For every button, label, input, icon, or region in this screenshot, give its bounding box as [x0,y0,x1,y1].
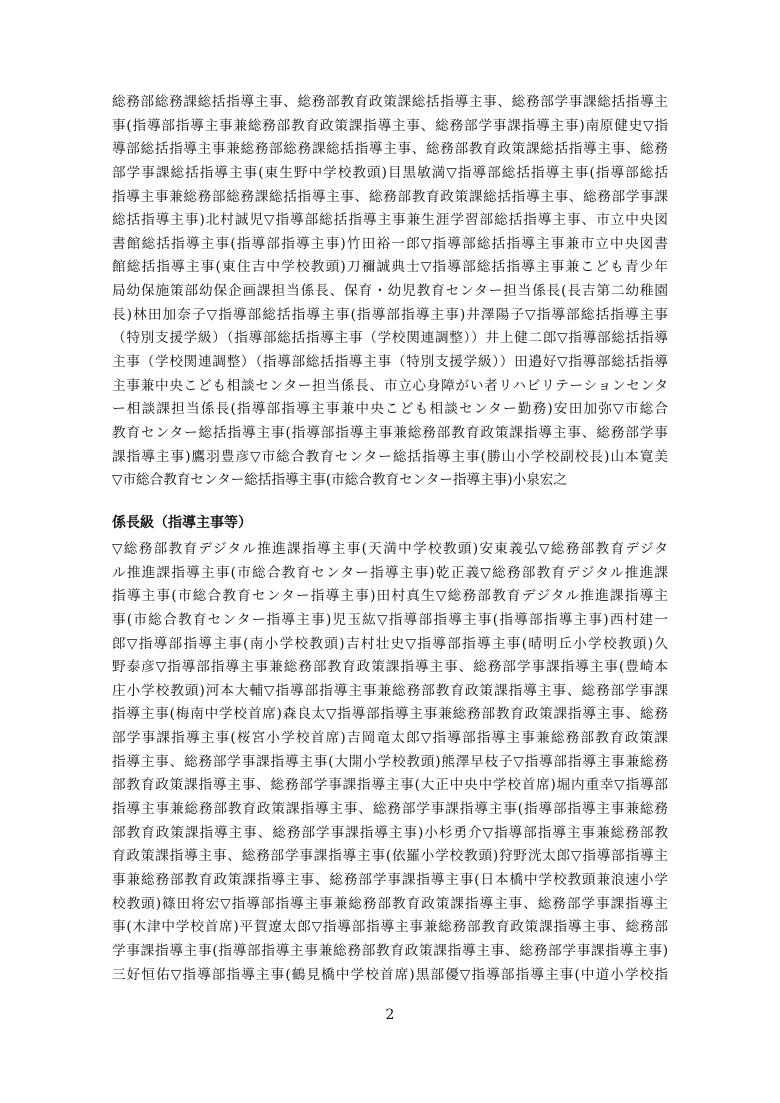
text-line: 学事課指導主事(指導部指導主事兼総務部教育政策課指導主事、総務部学事課指導主事) [112,942,668,959]
page-number: 2 [385,1007,395,1023]
text-line: （特別支援学級）（指導部総括指導主事（学校関連調整））井上健二郎▽指導部総括指導 [112,330,668,347]
text-line: 部教育政策課指導主事、総務部学事課指導主事)小杉勇介▽指導部指導主事兼総務部教 [112,824,668,841]
text-line: 事(市総合教育センター指導主事)児玉紘▽指導部指導主事(指導部指導主事)西村建一 [112,611,668,628]
text-line: 主事（学校関連調整）（指導部総括指導主事（特別支援学級））田邉好▽指導部総括指導 [112,354,668,371]
text-line: 指導主事(市総合教育センター指導主事)田村真生▽総務部教育デジタル推進課指導主 [112,588,668,605]
text-line: 指導主事(梅南中学校首席)森良太▽指導部指導主事兼総務部教育政策課指導主事、総務 [112,706,668,723]
text-line: 課指導主事)鷹羽豊彦▽市総合教育センター総括指導主事(勝山小学校副校長)山本寛美 [112,448,668,465]
text-line: 事(木津中学校首席)平賀遼太郎▽指導部指導主事兼総務部教育政策課指導主事、総務部 [112,919,668,936]
text-line: 部学事課指導主事(桜宮小学校首席)吉岡竜太郎▽指導部指導主事兼総務部教育政策課 [112,730,668,747]
text-line: 指導主事兼総務部総務課総括指導主事、総務部教育政策課総括指導主事、総務部学事課 [112,188,668,205]
text-line: 教育センター総括指導主事(指導部指導主事兼総務部教育政策課指導主事、総務部学事 [112,424,668,441]
text-line: 事兼総務部教育政策課指導主事、総務部学事課指導主事(日本橋中学校教頭兼浪速小学 [112,871,668,888]
text-line: ル推進課指導主事(市総合教育センター指導主事)乾正義▽総務部教育デジタル推進課 [112,564,668,581]
text-line: 書館総括指導主事(指導部指導主事)竹田裕一郎▽指導部総括指導主事兼市立中央図書 [112,235,668,252]
text-line: ▽市総合教育センター総括指導主事(市総合教育センター指導主事)小泉宏之 [112,472,567,489]
text-line: 指導主事、総務部学事課指導主事(大開小学校教頭)熊澤早枝子▽指導部指導主事兼総務 [112,753,668,770]
text-line: 長)林田加奈子▽指導部総括指導主事(指導部指導主事)井澤陽子▽指導部総括指導主事 [112,306,668,323]
text-line: 育政策課指導主事、総務部学事課指導主事(依羅小学校教頭)狩野洸太郎▽指導部指導主 [112,848,668,865]
text-line: 部学事課総括指導主事(東生野中学校教頭)目黒敏満▽指導部総括指導主事(指導部総括 [112,164,668,181]
text-line: 校教頭)篠田将宏▽指導部指導主事兼総務部教育政策課指導主事、総務部学事課指導主 [112,895,668,912]
text-line: 三好恒佑▽指導部指導主事(鶴見橋中学校首席)黒部優▽指導部指導主事(中道小学校指 [112,966,668,983]
text-line: 事(指導部指導主事兼総務部教育政策課指導主事、総務部学事課指導主事)南原健史▽指 [112,117,668,134]
personnel-list-section-2 [112,538,668,987]
text-line: 総括指導主事)北村誠児▽指導部総括指導主事兼生涯学習部総括指導主事、市立中央図 [112,212,668,229]
text-line: 指導主事兼総務部教育政策課指導主事、総務部学事課指導主事(指導部指導主事兼総務 [112,801,668,818]
text-line: 野泰彦▽指導部指導主事兼総務部教育政策課指導主事、総務部学事課指導主事(豊崎本 [112,659,668,676]
text-line: 郎▽指導部指導主事(南小学校教頭)吉村壮史▽指導部指導主事(晴明丘小学校教頭)久 [112,635,668,652]
text-line: 館総括指導主事(東住吉中学校教頭)刀禰誠典士▽指導部総括指導主事兼こども青少年 [112,259,668,276]
section-heading: 係長級（指導主事等） [112,515,252,531]
text-line: 局幼保施策部幼保企画課担当係長、保育・幼児教育センター担当係長(長吉第二幼稚園 [112,283,668,300]
text-line: 主事兼中央こども相談センター担当係長、市立心身障がい者リハビリテーションセンタ [112,377,668,394]
text-line: 総務部総務課総括指導主事、総務部教育政策課総括指導主事、総務部学事課総括指導主 [112,94,668,110]
text-line: 庄小学校教頭)河本大輔▽指導部指導主事兼総務部教育政策課指導主事、総務部学事課 [112,682,668,699]
personnel-list-section-1 [112,91,668,493]
text-line: ー相談課担当係長(指導部指導主事兼中央こども相談センター勤務)安田加弥▽市総合 [112,401,668,418]
text-line: ▽総務部教育デジタル推進課指導主事(天満中学校教頭)安東義弘▽総務部教育デジタ [112,541,668,557]
text-line: 導部総括指導主事兼総務部総務課総括指導主事、総務部教育政策課総括指導主事、総務 [112,141,668,158]
text-line: 部教育政策課指導主事、総務部学事課指導主事(大正中央中学校首席)堀内重幸▽指導部 [112,777,668,794]
